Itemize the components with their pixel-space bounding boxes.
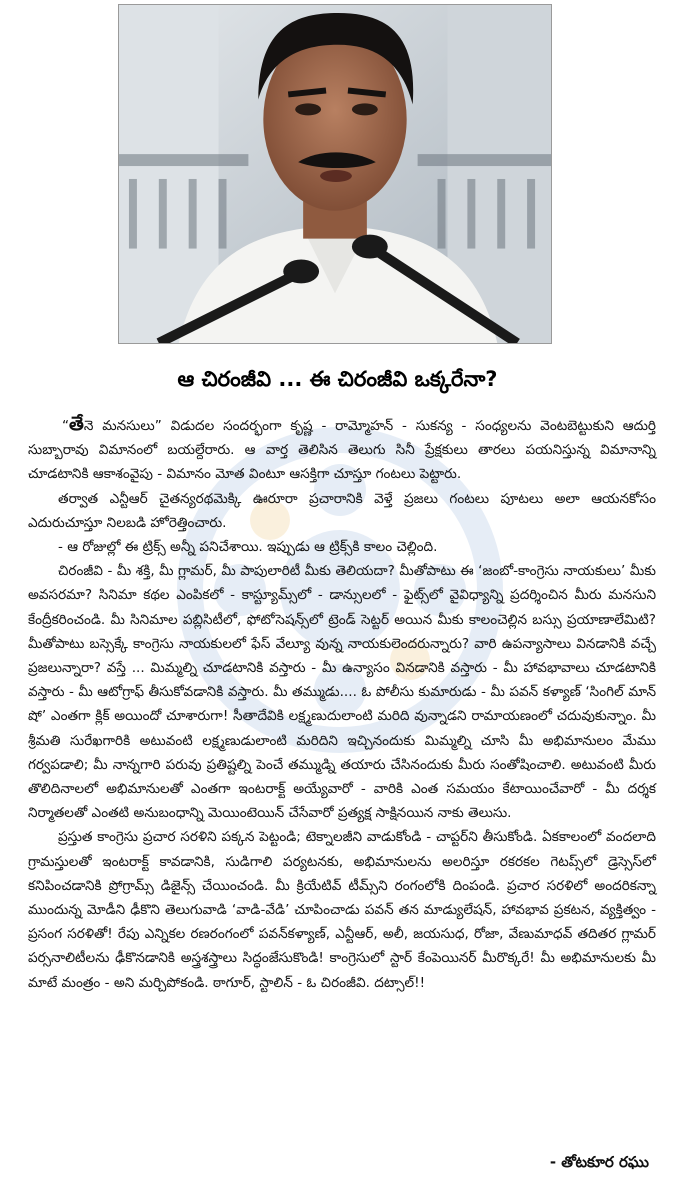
- lead-quote: “: [62, 418, 70, 434]
- article-photo: [118, 4, 552, 344]
- article-paragraph-3: - ఆ రోజుల్లో ఈ ట్రిక్స్ అన్నీ పనిచేశాయి. ఇప్పుడు ఆ ట్రిక్స్‌కి కాలం చెల్లింది.: [58, 539, 438, 556]
- article-paragraph-5: ప్రస్తుత కాంగ్రెసు ప్రచార సరళిని పక్కన పెట్టండి; టెక్నాలజీని వాడుకోండి - చాప్టర్‌ని తీసుకోండి. ఏకకాలంలో వందలాది గ్రామస్తులతో ఇంటరాక్ట్ కావడానికి, సుడిగాలి పర్యటనకు, అభిమానులను అలరిస్తూ రకరకల గెటప్స్‌లో డ్రెస్సెస్‌లో కనిపించడానికి ప్రోగ్రామ్స్ డిజైన్స్ చేయించండి. మీ క్రియేటివ్ టీమ్స్‌ని రంగంలోకి దింపండి. ప్రచార సరళిలో అందరికన్నా ముందున్న మోడీని ఢీకొని తెలుగువాడి ‘వాడి-వేడి’ చూపించాడు పవన్ తన మాడ్యులేషన్, హావభావ ప్రకటన, వ్యక్తిత్వం - ప్రసంగ సరళితో! రేపు ఎన్నికల రణరంగంలో పవన్‌కళ్యాణ్, ఎన్టీఆర్, అలీ, జయసుధ, రోజా, వేణుమాధవ్ తదితర గ్లామర్ పర్సనాలిటీలను ఢీకొనడానికి అస్త్రశస్త్రాలు సిద్ధంజేసుకొండి! కాంగ్రెసులో స్టార్ కేంపెయినర్ మీరొక్కరే! మీ అభిమానులకు మీ మాటే మంత్రం - అని మర్చిపోకండి. ఠాగూర్, స్టాలిన్ - ఓ చిరంజీవి. దట్సాల్!!: [28, 829, 656, 991]
- speaker-photo-icon: [119, 5, 551, 343]
- article-paragraph-2: తర్వాత ఎన్టీఆర్ చైతన్యరథమెక్కి ఊరూరా ప్రచారానికి వెళ్తే ప్రజలు గంటలు పూటలు అలా ఆయనకోసం ఎదురుచూస్తూ నిలబడి హోరెత్తించారు.: [28, 490, 656, 531]
- lead-dropcap: తే: [69, 413, 84, 435]
- article-paragraph-1: [28, 412, 656, 487]
- article-paragraph-4: చిరంజీవి - మీ శక్తి, మీ గ్లామర్, మీ పాపులారిటీ మీకు తెలియదా? మీతోపాటు ఈ ‘జంబో-కాంగ్రెసు నాయకులు’ మీకు అవసరమా? సినిమా కథల ఎంపికలో - కాస్ట్యూమ్స్‌లో - డాన్సులలో - ఫైట్స్‌లో వైవిధ్యాన్ని ప్రదర్శించిన మీరు మనసుని కేంద్రీకరించండి. మీ సినిమాల పబ్లిసిటీలో, ఫోటోసెషన్స్‌లో ట్రెండ్ సెట్టర్ అయిన మీకు కాలంచెల్లిన బస్సు ప్రయాణాలేమిటి? మీతోపాటు బస్సెక్కే కాంగ్రెసు నాయకులలో ఫేస్ వేల్యూ వున్న నాయకులెందరున్నారు? వారి ఉపన్యాసాలు వినడానికి వచ్చే ప్రజలున్నారా? వస్తే ... మిమ్మల్ని చూడటానికి వస్తారు - మీ ఉన్యాసం వినడానికి వస్తారు - మీ హావభావాలు చూడటానికి వస్తారు - మీ ఆటోగ్రాఫ్ తీసుకోవడానికి వస్తారు. మీ తమ్ముడు.... ఓ పోలీసు కుమారుడు - మీ పవన్ కళ్యాణ్ ‘సింగిల్ మాన్ షో’ ఎంతగా క్లిక్ అయిందో చూశారుగా! సీతాదేవికి లక్ష్మణుదులాంటి మరిది వున్నాడని రామాయణంలో చదువుకున్నాం. మీ శ్రీమతి సురేఖగారికి అటువంటి లక్ష్మణుడులాంటి మరిదిని ఇచ్చినందుకు మిమ్మల్ని చూసి మీ అభిమానులం మేము గర్వపడాలి; మీ నాన్నగారి పరువు ప్రతిష్టల్ని పెంచే తమ్ముడ్ని తయారు చేసినందుకు మీరు సంతోషించాలి. అటువంటి మీరు తొలిదినాలలో అభిమానులతో ఎంతగా ఇంటరాక్ట్ అయ్యేవారో - వారికి ఎంత సమయం కేటాయించేవారో - మీ దర్శక నిర్మాతలతో ఎంతటి అనుబంధాన్ని మెయింటెయిన్ చేసేవారో ప్రత్యక్ష సాక్షినయిన నాకు తెలుసు.: [28, 563, 656, 822]
- paragraph-text: నె మనసులు” విడుదల సందర్భంగా కృష్ణ - రామ్మోహన్ - సుకన్య - సంధ్యలను వెంటబెట్టుకుని ఆదుర్తి సుబ్బారావు విమానంలో బయల్దేరారు. ఆ వార్త తెలిసిన తెలుగు సినీ ప్రేక్షకులు తారలు పయనిస్తున్న విమానాన్ని చూడటానికి ఆకాశంవైపు - విమానం మోత వింటూ ఆసక్తిగా చూస్తూ గంటలు పెట్టారు.: [28, 418, 656, 483]
- article-body: [28, 412, 656, 995]
- article-headline: ఆ చిరంజీవి ... ఈ చిరంజీవి ఒక్కరేనా?: [177, 367, 498, 391]
- article-byline: - తోటకూర రఘు: [549, 1153, 649, 1171]
